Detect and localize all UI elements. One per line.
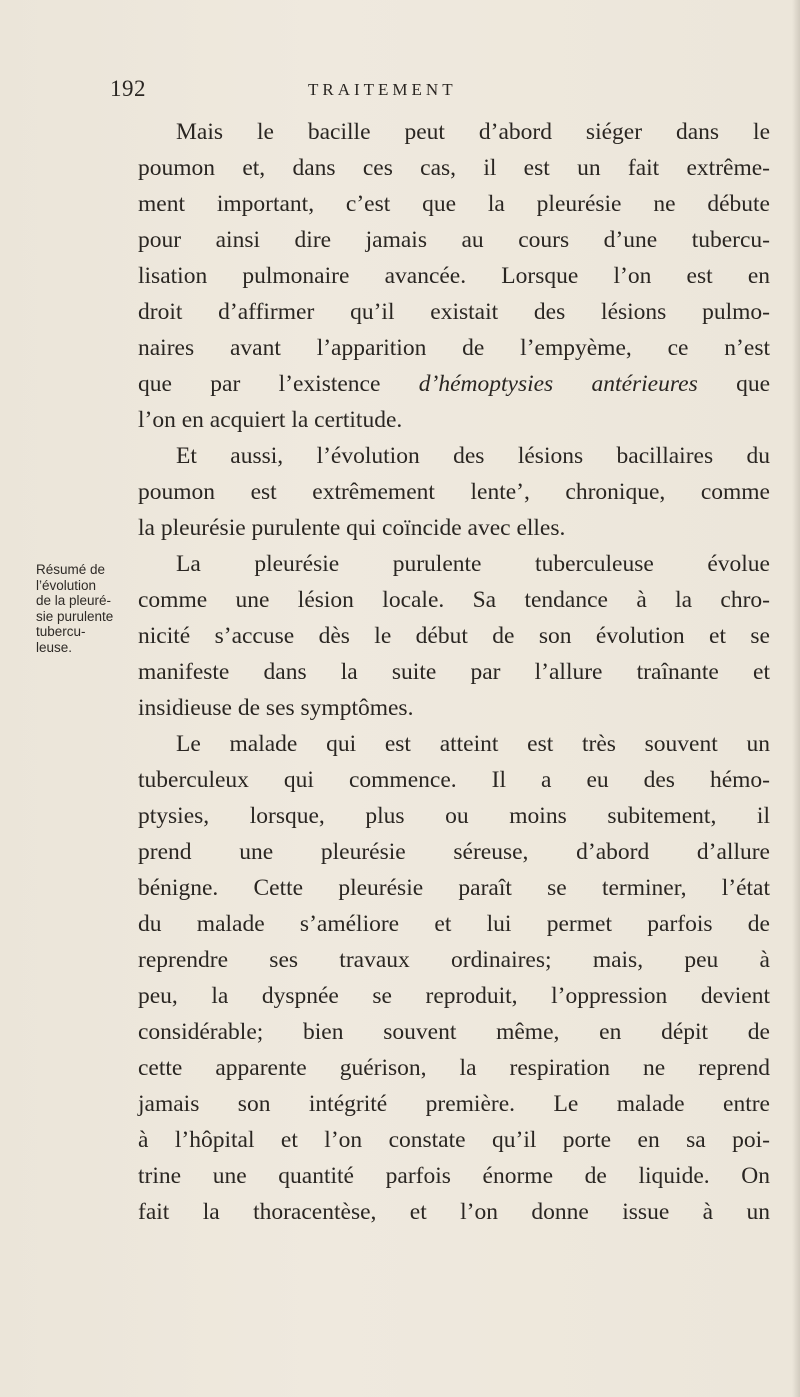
margin-note-line: sie purulente [36, 608, 114, 624]
text-line: comme une lésion locale. Sa tendance à la chro- [138, 587, 770, 613]
text-line: ment important, c’est que la pleurésie ne débute [138, 191, 770, 217]
text-line: peu, la dyspnée se reproduit, l’oppression devient [138, 983, 770, 1009]
text-line: insidieuse de ses symptômes. [138, 695, 414, 721]
text-line [138, 366, 770, 402]
text-line: nicité s’accuse dès le début de son évolution et se [138, 623, 770, 649]
text-line: bénigne. Cette pleurésie paraît se terminer, l’état [138, 875, 770, 901]
margin-note-line: leuse. [36, 639, 73, 655]
text-line: prend une pleurésie séreuse, d’abord d’allure [138, 839, 770, 865]
margin-note [36, 562, 114, 655]
text-line: l’on en acquiert la certitude. [138, 407, 403, 433]
page-header [110, 76, 690, 106]
text-run: que [697, 371, 770, 397]
text-line: trine une quantité parfois énorme de liquide. On [138, 1163, 770, 1189]
margin-note-line: Résumé de [36, 562, 106, 577]
italic-phrase: d’hémoptysies antérieures [418, 371, 698, 397]
page-number: 192 [110, 76, 146, 101]
text-line: lisation pulmonaire avancée. Lorsque l’on est en [138, 263, 770, 289]
margin-note-line: tubercu- [36, 624, 86, 639]
text-line: jamais son intégrité première. Le malade entre [138, 1091, 770, 1117]
text-line: cette apparente guérison, la respiration ne reprend [138, 1055, 770, 1081]
text-line: fait la thoracentèse, et l’on donne issue à un [138, 1199, 770, 1225]
text-run: que par l’existence [138, 371, 419, 397]
text-line: naires avant l’apparition de l’empyème, ce n’est [138, 335, 770, 361]
text-line: poumon est extrêmement lente’, chronique, comme [138, 479, 770, 505]
text-line: Mais le bacille peut d’abord siéger dans le [176, 119, 770, 145]
text-line: reprendre ses travaux ordinaires; mais, peu à [138, 947, 770, 973]
margin-note-line: l’évolution [36, 577, 97, 593]
text-line: poumon et, dans ces cas, il est un fait extrême- [138, 155, 770, 181]
text-line: pour ainsi dire jamais au cours d’une tubercu- [138, 227, 770, 253]
text-line: tuberculeux qui commence. Il a eu des hémo- [138, 767, 770, 793]
text-line: la pleurésie purulente qui coïncide avec elles. [138, 515, 566, 541]
running-title: TRAITEMENT [308, 80, 457, 99]
page-edge-shadow [792, 0, 800, 1397]
text-line: droit d’affirmer qu’il existait des lésions pulmo- [138, 299, 770, 325]
text-line: considérable; bien souvent même, en dépit de [138, 1019, 770, 1045]
text-line: du malade s’améliore et lui permet parfois de [138, 911, 770, 937]
text-line: Le malade qui est atteint est très souvent un [176, 731, 770, 757]
text-line: ptysies, lorsque, plus ou moins subitement, il [138, 803, 770, 829]
margin-note-line: de la pleuré- [36, 593, 112, 608]
body-text [138, 114, 770, 1230]
text-line: à l’hôpital et l’on constate qu’il porte en sa poi- [138, 1127, 770, 1153]
text-line: manifeste dans la suite par l’allure traînante et [138, 659, 770, 685]
text-line: Et aussi, l’évolution des lésions bacillaires du [176, 443, 770, 469]
text-line: La pleurésie purulente tuberculeuse évolue [176, 551, 770, 577]
